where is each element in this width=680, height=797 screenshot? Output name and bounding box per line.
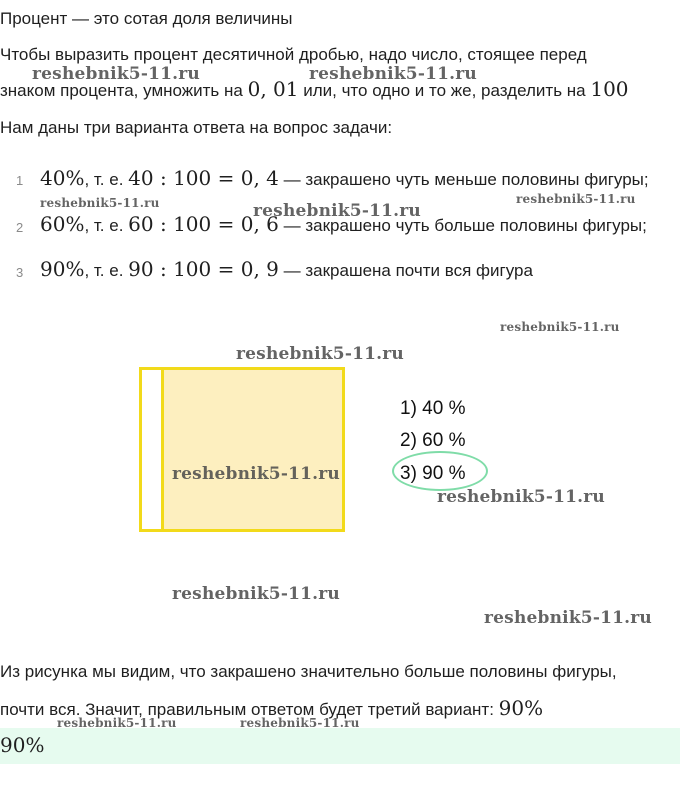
rule-line-1: Чтобы выразить процент десятичной дробью, надо число, стоящее перед bbox=[0, 45, 587, 64]
conclusion-text: почти вся. Значит, правильным ответом будет третий вариант: bbox=[0, 700, 494, 719]
watermark: reshebnik5-11.ru bbox=[57, 716, 177, 730]
list-item-te: , т. е. bbox=[84, 216, 124, 235]
list-item-percent: 90% bbox=[40, 257, 85, 281]
conclusion-value: 90% bbox=[498, 696, 544, 720]
watermark: reshebnik5-11.ru bbox=[32, 64, 200, 84]
rule-value-multiplier: 0, 01 bbox=[247, 77, 299, 101]
answer-box bbox=[0, 728, 680, 764]
rule-line-2-middle: или, что одно и то же, разделить на bbox=[303, 81, 586, 100]
watermark: reshebnik5-11.ru bbox=[40, 196, 160, 210]
selected-option-circle bbox=[392, 451, 488, 491]
list-item-description: — закрашена почти вся фигура bbox=[283, 261, 533, 280]
list-item bbox=[16, 219, 23, 237]
watermark: reshebnik5-11.ru bbox=[236, 344, 404, 364]
figure-option-2: 2) 60 % bbox=[400, 430, 466, 451]
watermark: reshebnik5-11.ru bbox=[516, 192, 636, 206]
watermark: reshebnik5-11.ru bbox=[240, 716, 360, 730]
list-item-description: — закрашено чуть больше половины фигуры; bbox=[283, 216, 647, 235]
watermark: reshebnik5-11.ru bbox=[484, 608, 652, 628]
figure-option-3: 3) 90 % bbox=[400, 463, 466, 484]
list-item bbox=[40, 259, 533, 281]
list-item-expression: 60 : 100 = 0, 6 bbox=[128, 212, 279, 236]
list-item bbox=[16, 264, 23, 282]
watermark: reshebnik5-11.ru bbox=[437, 487, 605, 507]
figure-shaded-area bbox=[161, 370, 342, 529]
list-item-te: , т. е. bbox=[84, 170, 124, 189]
list-item-percent: 40% bbox=[40, 166, 85, 190]
list-item-description: — закрашено чуть меньше половины фигуры; bbox=[283, 170, 649, 189]
list-item-number: 3 bbox=[16, 265, 24, 280]
answer-value: 90% bbox=[0, 733, 45, 757]
conclusion-line-1: Из рисунка мы видим, что закрашено значительно больше половины фигуры, bbox=[0, 662, 617, 681]
list-item-te: , т. е. bbox=[84, 261, 124, 280]
figure-option-1: 1) 40 % bbox=[400, 398, 466, 419]
watermark: reshebnik5-11.ru bbox=[172, 584, 340, 604]
watermark: reshebnik5-11.ru bbox=[309, 64, 477, 84]
list-item-percent: 60% bbox=[40, 212, 85, 236]
watermark: reshebnik5-11.ru bbox=[500, 320, 620, 334]
list-item-expression: 90 : 100 = 0, 9 bbox=[128, 257, 279, 281]
list-item-expression: 40 : 100 = 0, 4 bbox=[128, 166, 279, 190]
watermark: reshebnik5-11.ru bbox=[253, 201, 421, 221]
heading: Процент — это сотая доля величины bbox=[0, 9, 293, 28]
rule-value-divisor: 100 bbox=[590, 77, 629, 101]
watermark: reshebnik5-11.ru bbox=[172, 464, 340, 484]
list-item bbox=[16, 172, 23, 190]
rule-line-2-text: знаком процента, умножить на bbox=[0, 81, 243, 100]
list-item-number: 2 bbox=[16, 220, 24, 235]
list-item bbox=[40, 168, 649, 190]
intro-text: Нам даны три варианта ответа на вопрос задачи: bbox=[0, 118, 393, 137]
list-item-number: 1 bbox=[16, 173, 24, 188]
